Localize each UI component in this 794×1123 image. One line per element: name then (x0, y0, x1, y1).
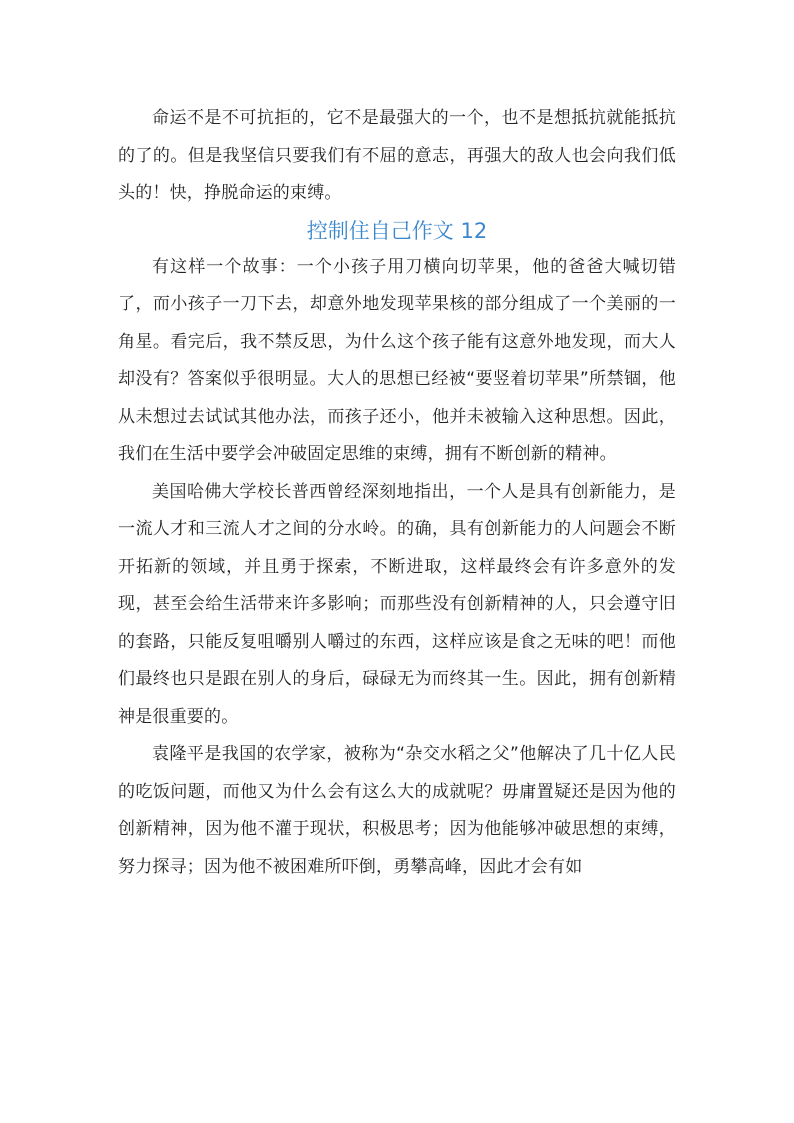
paragraph-apple-story: 有这样一个故事：一个小孩子用刀横向切苹果，他的爸爸大喊切错了，而小孩子一刀下去，却意外地发现苹果核的部分组成了一个美丽的一角星。看完后，我不禁反思，为什么这个孩子能有这意外地发现，而大人却没有？答案似乎很明显。大人的思想已经被“要竖着切苹果”所禁锢，他从未想过去试试其他办法，而孩子还小，他并未被输入这种思想。因此，我们在生活中要学会冲破固定思维的束缚，拥有不断创新的精神。 (118, 256, 676, 464)
paragraph-yuan-longping: 袁隆平是我国的农学家，被称为“杂交水稻之父”他解决了几十亿人民的吃饭问题，而他又为什么会有这么大的成就呢？毋庸置疑还是因为他的创新精神，因为他不灌于现状，积极思考；因为他能够冲破思想的束缚，努力探寻；因为他不被困难所吓倒，勇攀高峰，因此才会有如 (118, 744, 676, 877)
paragraph-harvard: 美国哈佛大学校长普西曾经深刻地指出，一个人是具有创新能力，是一流人才和三流人才之间的分水岭。的确，具有创新能力的人问题会不断开拓新的领域，并且勇于探索，不断进取，这样最终会有许多意外的发现，甚至会给生活带来许多影响；而那些没有创新精神的人，只会遵守旧的套路，只能反复咀嚼别人嚼过的东西，这样应该是食之无味的吧！而他们最终也只是跟在别人的身后，碌碌无为而终其一生。因此，拥有创新精神是很重要的。 (118, 481, 676, 727)
paragraph-fate: 命运不是不可抗拒的，它不是最强大的一个，也不是想抵抗就能抵抗的了的。但是我坚信只要我们有不屈的意志，再强大的敌人也会向我们低头的！快，挣脱命运的束缚。 (118, 108, 676, 203)
essay-title: 控制住自己作文 12 (306, 218, 488, 243)
document-page (118, 100, 676, 886)
